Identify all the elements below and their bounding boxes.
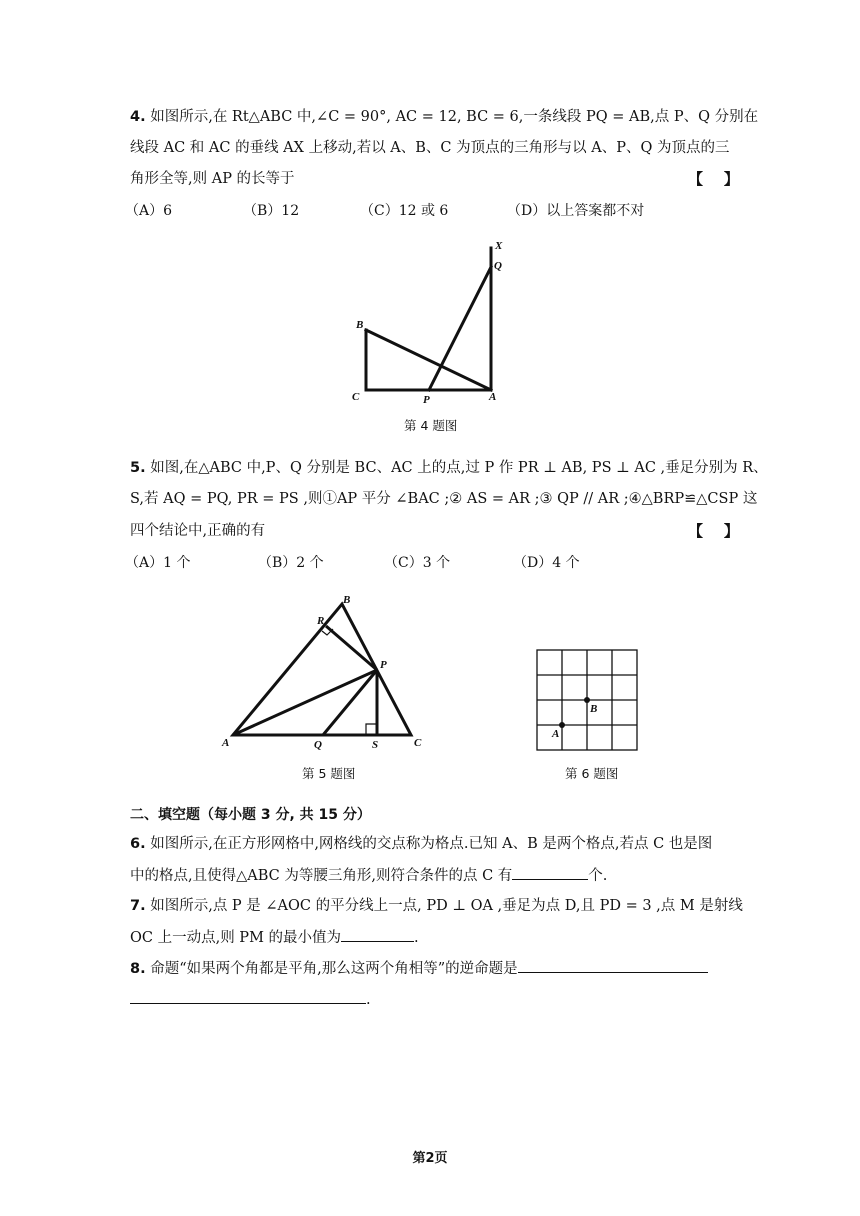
fig5-right-angle-s	[366, 724, 377, 735]
q7-number: 7.	[130, 898, 146, 914]
q5-line-1	[130, 458, 768, 478]
fig6-label-b: B	[590, 703, 598, 715]
fig5-segment-ap	[233, 670, 377, 735]
q7-text-3: .	[414, 930, 419, 946]
q6-text-3: 个.	[588, 868, 608, 884]
fig5-label-c: C	[414, 737, 422, 749]
q4-option-d: （D）以上答案都不对	[507, 203, 645, 219]
q6-text-2: 中的格点,且使得△ABC 为等腰三角形,则符合条件的点 C 有	[130, 868, 513, 884]
q7-text-1: 如图所示,点 P 是 ∠AOC 的平分线上一点, PD ⊥ OA ,垂足为点 D,且 PD = 3 ,点 M 是射线	[150, 898, 743, 914]
q5-line-2: S,若 AQ = PQ, PR = PS ,则①AP 平分 ∠BAC ;② AS = AR ;③ QP // AR ;④△BRP≌△CSP 这	[130, 491, 758, 507]
figure-4	[340, 232, 520, 412]
q7-text-2: OC 上一动点,则 PM 的最小值为	[130, 930, 342, 946]
fig6-label-a: A	[552, 728, 560, 740]
q6-text-1: 如图所示,在正方形网格中,网格线的交点称为格点.已知 A、B 是两个格点,若点 C 也是图	[150, 836, 713, 852]
section-2-title: 二、填空题（每小题 3 分, 共 15 分）	[130, 807, 371, 823]
page-number: 第2页	[412, 1151, 448, 1166]
fig4-label-x: X	[495, 240, 503, 252]
q5-option-a: （A）1 个	[125, 555, 191, 571]
fig4-label-b: B	[356, 319, 364, 331]
fig4-label-q: Q	[494, 260, 502, 272]
fig5-label-r: R	[317, 615, 325, 627]
q4-line-1	[130, 107, 758, 127]
fig4-label-a: A	[489, 391, 497, 403]
q7-line-1	[130, 896, 743, 916]
fig4-label-c: C	[352, 391, 360, 403]
q5-option-b: （B）2 个	[258, 555, 324, 571]
q4-option-c: （C）12 或 6	[360, 203, 449, 219]
q5-option-c: （C）3 个	[384, 555, 451, 571]
q8-text-2: .	[366, 992, 371, 1008]
q8-answer-blank-2[interactable]	[130, 989, 366, 1004]
figure-6	[530, 644, 645, 756]
q8-number: 8.	[130, 961, 146, 977]
fig5-segment-pq	[323, 670, 377, 735]
figure-5	[215, 588, 440, 758]
q5-number: 5.	[130, 460, 146, 476]
q4-line-2: 线段 AC 和 AC 的垂线 AX 上移动,若以 A、B、C 为顶点的三角形与以 A、P、Q 为顶点的三	[130, 140, 730, 156]
q4-text-1: 如图所示,在 Rt△ABC 中,∠C = 90°, AC = 12, BC = 6,一条线段 PQ = AB,点 P、Q 分别在	[150, 109, 759, 125]
fig5-label-s: S	[372, 739, 379, 751]
fig4-segment-pq	[429, 267, 491, 390]
fig4-segment-ba	[366, 330, 491, 390]
fig5-caption: 第 5 题图	[302, 766, 356, 781]
q8-text-1: 命题“如果两个角都是平角,那么这两个角相等”的逆命题是	[150, 961, 518, 977]
q6-number: 6.	[130, 836, 146, 852]
fig5-segment-pr	[326, 626, 377, 670]
q7-answer-blank[interactable]	[341, 927, 414, 942]
q5-answer-bracket: 【 】	[688, 522, 739, 540]
q5-option-d: （D）4 个	[513, 555, 580, 571]
q4-option-b: （B）12	[243, 203, 300, 219]
q8-line-2	[130, 989, 371, 1010]
q8-answer-blank-1[interactable]	[518, 958, 708, 973]
q6-line-1	[130, 834, 712, 854]
fig5-label-q: Q	[314, 739, 322, 751]
q4-answer-bracket: 【 】	[688, 170, 739, 188]
fig6-caption: 第 6 题图	[565, 766, 619, 781]
fig6-point-a	[559, 722, 565, 728]
fig4-label-p: P	[423, 394, 430, 406]
fig5-label-b: B	[343, 594, 351, 606]
q5-text-1: 如图,在△ABC 中,P、Q 分别是 BC、AC 上的点,过 P 作 PR ⊥ AB, PS ⊥ AC ,垂足分别为 R、	[150, 460, 768, 476]
q5-line-3: 四个结论中,正确的有	[130, 523, 266, 539]
q6-answer-blank[interactable]	[512, 865, 588, 880]
q8-line-1	[130, 958, 708, 979]
q4-number: 4.	[130, 109, 146, 125]
q7-line-2	[130, 927, 419, 948]
fig5-label-p: P	[380, 659, 387, 671]
fig5-label-a: A	[222, 737, 230, 749]
fig4-caption: 第 4 题图	[404, 418, 458, 433]
q4-option-a: （A）6	[125, 203, 173, 219]
q6-line-2	[130, 865, 607, 886]
q4-line-3: 角形全等,则 AP 的长等于	[130, 171, 295, 187]
